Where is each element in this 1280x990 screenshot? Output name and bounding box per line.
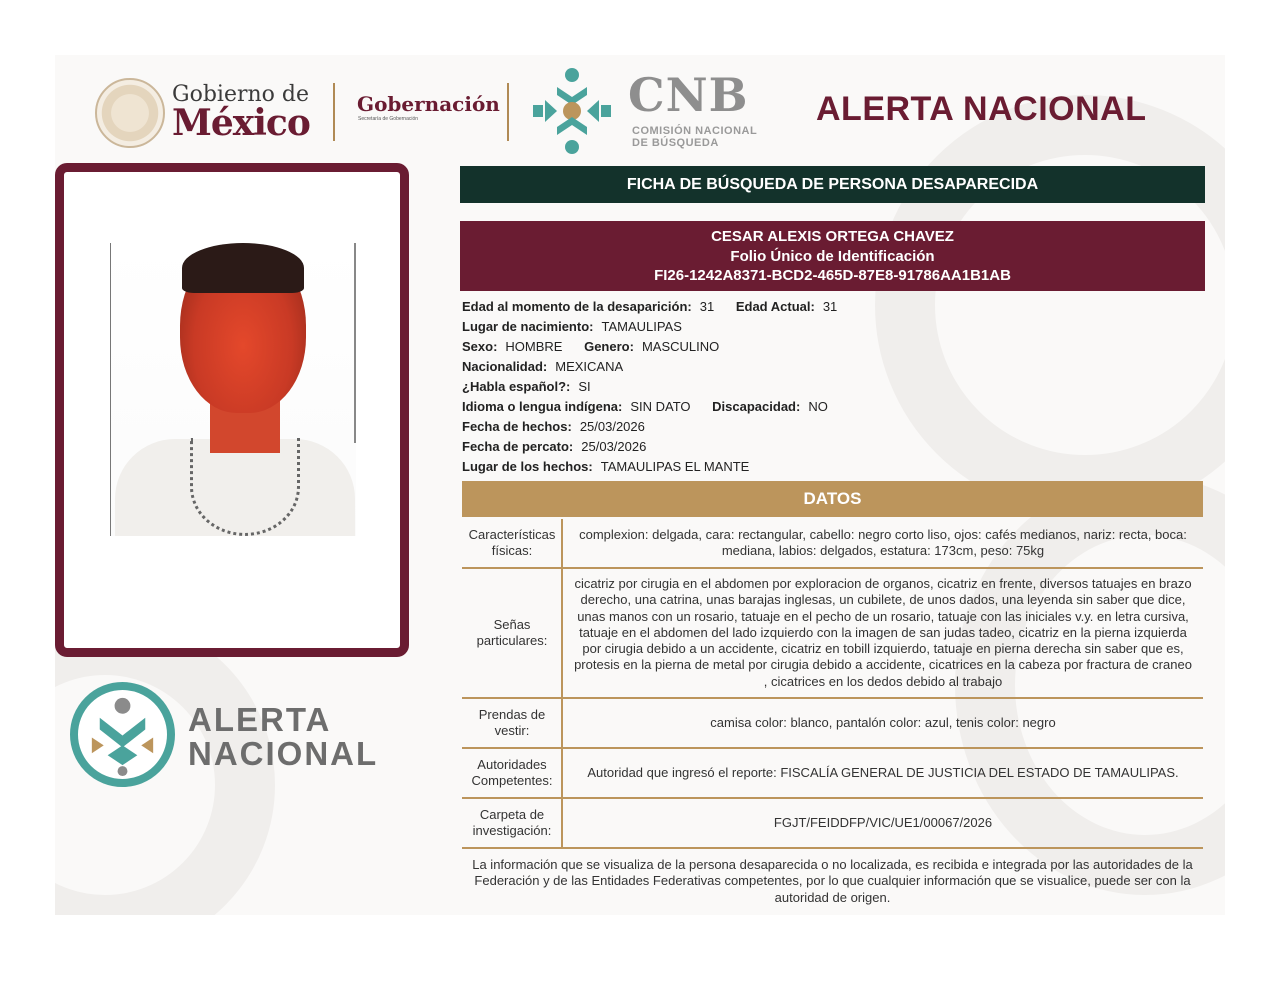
fecha-hechos-value: 25/03/2026 — [579, 419, 645, 434]
page-title: ALERTA NACIONAL — [816, 90, 1147, 128]
person-identity-bar — [460, 221, 1205, 291]
table-row — [462, 699, 1203, 749]
row-value: FGJT/FEIDDFP/VIC/UE1/00067/2026 — [773, 814, 993, 830]
mexico-seal-icon — [95, 78, 165, 148]
genero-value: MASCULINO — [641, 339, 720, 354]
edad-actual-value: 31 — [822, 299, 838, 314]
gobierno-line1: Gobierno de — [172, 82, 309, 107]
idioma-value: SIN DATO — [630, 399, 691, 414]
genero-label: Genero: — [584, 339, 634, 354]
ficha-title-bar: FICHA DE BÚSQUEDA DE PERSONA DESAPARECIDA — [460, 166, 1205, 203]
table-row — [462, 799, 1203, 849]
row-value: complexion: delgada, cara: rectangular, cabello: negro corto liso, ojos: cafés medianos, nariz: recta, boca: mediana, labios: delgados, estatura: 173cm, peso: 75kg — [579, 526, 1187, 558]
header-divider — [507, 83, 509, 141]
nacionalidad-label: Nacionalidad: — [462, 359, 548, 374]
folio-number: FI26-1242A8371-BCD2-465D-87E8-91786AA1B1AB — [654, 267, 1011, 284]
info-line-fecha-percato — [462, 437, 646, 457]
fecha-hechos-label: Fecha de hechos: — [462, 419, 572, 434]
cnb-wordmark: CNB — [628, 68, 749, 122]
cnb-emblem-icon — [527, 65, 617, 155]
discapacidad-value: NO — [808, 399, 828, 414]
fecha-percato-value: 25/03/2026 — [581, 439, 647, 454]
row-label: Autoridades Competentes: — [471, 757, 553, 788]
footer-disclaimer: La información que se visualiza de la persona desaparecida o no localizada, es recibida e integrada por las autoridades de la Federación y de las Entidades Federativas competentes, por lo que cualquier información que se visualice, puede ser con la autoridad de origen. — [472, 857, 1193, 905]
edad-desaparicion-label: Edad al momento de la desaparición: — [462, 299, 692, 314]
idioma-label: Idioma o lengua indígena: — [462, 399, 623, 414]
edad-actual-label: Edad Actual: — [735, 299, 815, 314]
row-label: Carpeta de investigación: — [472, 807, 552, 838]
habla-espanol-value: SI — [578, 379, 591, 394]
row-value: cicatriz por cirugia en el abdomen por exploracion de organos, cicatriz en frente, diversos tatuajes en brazo derecho, una catrina, unas barajas inglesas, un cubilete, de unos dados, una leyenda sin saber que dice, unas manos con un rosario, tatuaje en el pecho de un rosario, tatuaje con las iniciales v.y. en letra cursiva, tatuaje en el abdomen del lado izquierdo con la imagen de san judas tadeo, cicatriz en la pierna izquierda por cirugia debido a un accidente, cicatriz en tobill izquierdo, tatuaje en pierna derecha sin saber que es, protesis en la pierna de metal por cirugia debido a accidente, cicatrices en la cabeza por fractura de craneo , cicatrices en los dedos debido al trabajo — [574, 576, 1192, 689]
gobierno-line2: México — [172, 102, 310, 144]
habla-espanol-label: ¿Habla español?: — [462, 379, 571, 394]
table-row — [462, 519, 1203, 569]
sexo-label: Sexo: — [462, 339, 498, 354]
header-divider — [333, 83, 335, 141]
info-line-sexo — [462, 337, 719, 357]
info-line-lugar-nacimiento — [462, 317, 682, 337]
alerta-nacional-logo-icon — [70, 682, 175, 787]
row-label: Prendas de vestir: — [478, 707, 546, 738]
row-value: Autoridad que ingresó el reporte: FISCALÍA GENERAL DE JUSTICIA DEL ESTADO DE TAMAULIPAS. — [587, 764, 1179, 780]
row-label: Señas particulares: — [476, 617, 548, 648]
gobernacion-logo: Gobernación — [357, 92, 500, 116]
fecha-percato-label: Fecha de percato: — [462, 439, 574, 454]
info-line-nacionalidad — [462, 357, 623, 377]
table-row — [462, 569, 1203, 699]
cnb-subtitle-line2: DE BÚSQUEDA — [632, 137, 719, 149]
sexo-value: HOMBRE — [505, 339, 563, 354]
alerta-nacional-wordmark — [188, 703, 378, 771]
person-name: CESAR ALEXIS ORTEGA CHAVEZ — [711, 228, 954, 245]
background-ornament — [875, 95, 1225, 515]
lugar-hechos-value: TAMAULIPAS EL MANTE — [600, 459, 750, 474]
cnb-subtitle — [632, 125, 772, 149]
info-line-edad — [462, 297, 837, 317]
gobernacion-subtitle: Secretaría de Gobernación — [358, 116, 419, 122]
info-line-lugar-hechos — [462, 457, 749, 477]
lugar-nacimiento-label: Lugar de nacimiento: — [462, 319, 594, 334]
row-label: Características físicas: — [468, 527, 556, 558]
info-line-fecha-hechos — [462, 417, 645, 437]
table-row — [462, 749, 1203, 799]
edad-desaparicion-value: 31 — [699, 299, 715, 314]
alerta-nacional-line1: ALERTA — [188, 701, 332, 738]
info-line-habla — [462, 377, 591, 397]
datos-header: DATOS — [462, 481, 1203, 517]
lugar-hechos-label: Lugar de los hechos: — [462, 459, 593, 474]
cnb-subtitle-line1: COMISIÓN NACIONAL — [632, 125, 758, 137]
alerta-nacional-line2: NACIONAL — [188, 735, 379, 772]
row-value: camisa color: blanco, pantalón color: azul, tenis color: negro — [710, 714, 1056, 730]
discapacidad-label: Discapacidad: — [712, 399, 801, 414]
person-photo — [110, 243, 356, 536]
lugar-nacimiento-value: TAMAULIPAS — [601, 319, 682, 334]
info-line-idioma — [462, 397, 828, 417]
nacionalidad-value: MEXICANA — [555, 359, 624, 374]
folio-label: Folio Único de Identificación — [730, 247, 935, 265]
